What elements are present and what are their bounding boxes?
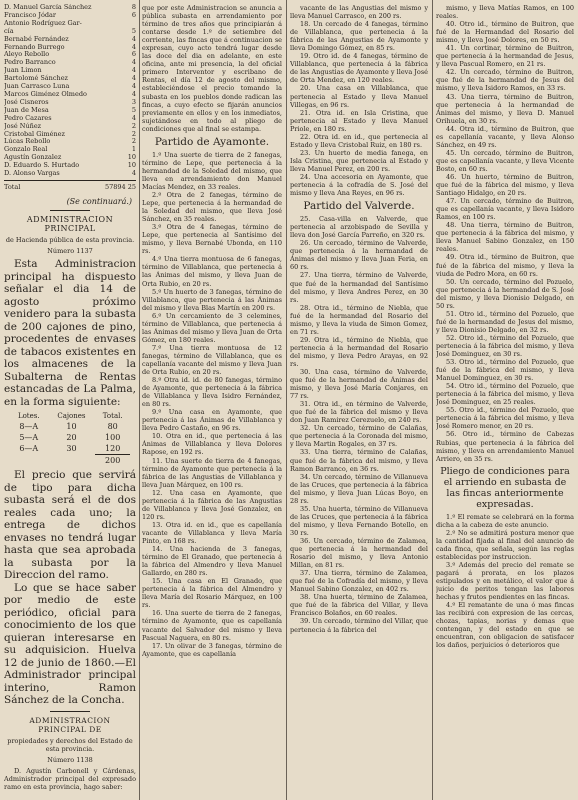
list-item: 49. Otra id., término de Buitron, que fué de la fábrica del mismo, y lleva la viuda de Pedro Mora, en 60 rs. [436,253,574,278]
name-row [4,20,136,28]
table-header: Lotes. [17,412,40,421]
notice-number: Número 1138 [47,755,93,764]
list-item: 3.º Otra de 4 fanegas, término de Lepe, que pertenecia al Santísimo del mismo, y lleva Bernabé Ubonda, en 110 rs. [142,223,282,256]
contributor-name: Lúcas Rebollo [4,137,51,146]
list-item: 7.º Una tierra montuosa de 12 fanegas, término de Villablanca, que es capellanía vacante del mismo y lleva Juan de Orta Rubio, en 20 rs. [142,343,282,377]
property-list [290,4,428,197]
contributor-amount: 5 [131,26,136,35]
continuation-note: (Se continuará.) [66,196,132,206]
total-label: Total [4,182,21,191]
list-item: 45. Un cercado, término de Buitron, que es capellanía vacante, y lleva Vicente Bosto, en 60 rs. [436,148,574,173]
contributor-amount: 4 [131,113,136,122]
contributor-amount: 4 [131,82,136,91]
list-item: 53. Otro id., término del Pozuelo, que fué de la fábrica del mismo, y lleva Manuel Dominguez, en 30 rs. [436,358,574,383]
list-item: 38. Una huerta, término de Zalamea, que fué de la fábrica del Villar, y lleva Francisco Bolaños, en 60 reales. [290,593,428,618]
list-item: 39. Un cercado, término del Villar, que pertenecia á la fábrica del [290,617,428,634]
name-row [4,170,136,178]
notice-paragraph: D. Agustín Carbonell y Cárdenas, Administrador principal del expresado ramo en esta provincia, hago saber: [4,766,136,791]
list-item: 23. Un huerto de media fanega, en Isla Cristina, que pertenecia al Estado y lleva Manuel Perez, en 200 rs. [290,148,428,173]
contributor-name: Agustín Gonzalez [4,153,62,162]
list-item: 56. Otro id., término de Cabezas Rubias, que pertenecia á la fábrica del mismo, y lleva en arrendamiento Manuel Arriero, en 35 rs. [436,430,574,463]
contributor-name: Bartolomé Sánchez [4,74,68,83]
list-item: 1.º El remate se celebrará en la forma dicha a la cabeza de este anuncio. [436,512,574,529]
contributor-name: Pedro Cazares [4,113,52,122]
list-item: 25. Casa-villa en Valverde, que pertenecia al arzobispado de Sevilla y lleva don José García Parreño, en 320 rs. [290,215,428,240]
contributor-name: D. Manuel García Sánchez [4,4,92,11]
list-item: 43. Una tierra, término de Buitron, que pertenecia á la hermandad de Ánimas del mismo, y lleva D. Manuel Orihuela, en 30 rs. [436,92,574,125]
contributor-amount: 3 [131,97,136,106]
contributor-amount: 4 [131,74,136,83]
property-list [436,4,574,463]
contributor-amount: 6 [131,50,136,59]
list-item: 9.º Una casa en Ayamonte, que pertenecia á las Ánimas de Villablanca y lleva Pedro Castaño, en 96 rs. [142,408,282,433]
notice-number: Número 1137 [47,246,93,255]
contributor-amount: 1 [131,145,136,154]
contributor-amount: 5 [131,105,136,114]
list-item: 4.º El rematante de una ó mas fincas las recibirá con expresion de las cercas, chozas, tapias, norias y demas que contengan, y del estado en que se encuentran, con obligacion de satisfacer los daños, perjuicios ó deterioros que [436,601,574,650]
table-cell: 10 [66,422,77,432]
list-item: 46. Un huerto, término de Buitron, que fué de la fábrica del mismo, y lleva Santiago Hidalgo, en 20 rs. [436,172,574,198]
partido-heading: Partido del Valverde. [303,200,415,213]
contributor-amount: 4 [131,34,136,43]
list-item: 29. Otra id., término de Niebla, que pertenecia á la hermandad del Rosario del mismo, y lleva Pedro Arayas, en 92 rs. [290,335,428,368]
list-item: 5.º Un huerto de 3 fanegas, término de Villablanca, que pertenecia á las Ánimas del mismo y lleva Blas Martín en 200 rs. [142,287,282,312]
table-header: Total. [102,412,123,421]
list-item: 41. Un cortinar, término de Buitron, que pertenecia á la hermandad de Jesus, y lleva Pascual Romero, en 21 rs. [436,44,574,69]
list-item: 52. Otro id., término del Pozuelo, que pertenecia á la fábrica del mismo, y lleva José Dominguez, en 30 rs. [436,333,574,359]
column-3 [290,4,428,796]
list-item: 14. Una hacienda de 3 fanegas, término de El Granado, que pertenecia á la fábrica del Almendro y lleva Manuel Gallardo, en 280 rs. [142,545,282,578]
list-item: 2.º No se admitirá postura menor que la cantidad fijada al final del anuncio de cada finca, que señala, según las reglas establecidas por instruccion. [436,528,574,561]
list-item: 31. Otra id., en término de Valverde, que fué de la fábrica del mismo y lleva don Juan Ramirez Cerezuelo, en 240 rs. [290,400,428,425]
list-item: 21. Otra id. en Isla Cristina, que pertenecia al Estado y lleva Manuel Priole, en 180 rs. [290,108,428,133]
list-item: 13. Otra id. en id., que es capellanía vacante de Villablanca y lleva María Pinto, en 168 rs. [142,520,282,545]
list-item: 1.º Una suerte de tierra de 2 fanegas, término de Lepe, que pertenecia á la hermandad de la Soledad del mismo, que lleva en arrendamiento don Manuel Macías Mendez, en 33 reales. [142,150,282,191]
contributor-amount: 4 [131,89,136,98]
separator [50,711,90,712]
list-item: 33. Una tierra, término de Calañas, que fué de la fábrica del mismo, y lleva Ramon Barranco, en 36 rs. [290,448,428,473]
list-item: 24. Una accesoria en Ayamonte, que pertenecia á la cofradía de S. José del mismo y lleva Ana Reyes, en 96 rs. [290,172,428,198]
contributor-name: D. Alonso Vargas [4,169,60,178]
contributor-name: Antonio Rodríguez Gar- [4,18,82,27]
partido-heading: Partido de Ayamonte. [154,135,270,148]
list-item: 10. Otra en id., que pertenecia á las Ánimas de Villablanca y lleva Dolores Rapose, en 192 rs. [142,432,282,457]
list-item: mismo, y lleva Matías Ramos, en 100 reales. [436,4,574,21]
table-cell: 5—A [19,433,39,443]
section-subheading: propiedades y derechos del Estado de esta provincia. [7,736,133,753]
property-list [290,215,428,633]
list-item: 15. Una casa en El Granado, que pertenecia á la fábrica del Almendro y lleva María del Rosario Márquez, en 100 rs. [142,577,282,610]
list-item: 42. Un cercado, término de Buitron, que fué de la hermandad de Jesus del mismo, y lleva Isidoro Ramos, en 33 rs. [436,68,574,93]
table-header: Cajones [57,412,86,421]
column-1 [4,4,136,796]
list-item: 44. Otra id., término de Buitron, que es capellanía vacante, y lleva Alonso Sánchez, en 49 rs. [436,124,574,149]
list-item: 12. Una casa en Ayamonte, que pertenecia á la fábrica de las Angustias de Villablanca y lleva José Gonzalez, en 120 rs. [142,488,282,521]
list-item: 55. Otro id., término del Pozuelo, que pertenecia á la fábrica del mismo, y lleva José Romero menor, en 20 rs. [436,406,574,431]
contributor-name: Bernabé Fernández [4,34,69,43]
list-item: 47. Un cercado, término de Buitron, que es capellanía vacante, y lleva Isidoro Ramos, en 100 rs. [436,197,574,222]
contributor-amount: 8 [131,4,136,11]
list-item: 18. Un cercado de 4 fanegas, término de Villablanca, que pertenecia á la fábrica de las Angustias de Ayamonte y lleva Domingo Gómez, en 85 rs. [290,20,428,53]
contributor-name: Francisco Jódar [4,10,57,19]
list-item: 16. Una suerte de tierra de 2 fanegas, término de Ayamonte, que es capellanía vacante del Salvador del mismo y lleva Pascual Naguera, en 80 rs. [142,609,282,642]
contributor-amount: 4 [131,58,136,67]
list-item: 28. Otra id., término de Niebla, que fué de la hermandad del Rosario del mismo, y lleva la viuda de Simon Gomez, en 71 rs. [290,303,428,336]
list-item: 19. Otro id. de 4 fanegas, término de Villablanca, que pertenecia á la fábrica de las Angustias de Ayamonte y lleva José de Orta Mendez, en 120 reales. [290,52,428,85]
list-item: 22. Otra id. en id., que pertenecia al Estado y lleva Cristobal Ruiz, en 180 rs. [290,132,428,149]
list-item: 11. Una suerte de tierra de 4 fanegas, término de Ayamonte que pertenecia á la fábrica de las Angustias de Villablanca y lleva Juan Márquez, en 100 rs. [142,456,282,489]
contributor-name: Aleyo Rebollo [4,50,50,59]
list-item: 32. Un cercado, término de Calañas, que pertenecia á la Coronada del mismo, y lleva Martin Rogales, en 37 rs. [290,424,428,449]
list-item: 26. Un cercado, término de Valverde, que pertenecia á la hermandad de Ánimas del mismo y lleva Juan Feria, en 60 rs. [290,239,428,272]
list-item: 8.º Otra id. id. de 80 fanegas, término de Ayamonte, que pertenecia á la fábrica de Villablanca y lleva Isidro Fernández, en 80 rs. [142,376,282,409]
table-cell: 20 [66,433,77,443]
contributor-name: D. Eduardo S. Hurtado [4,161,80,170]
notice-paragraph: Lo que se hace saber por medio de este periódico, oficial para conocimiento de los que quieran interesarse en su adquisicion. Huelva 12 de junio de 1860.—El Administrador principal interino, Ramon Sánchez de la Concha. [4,581,136,707]
list-item: 4.º Una tierra montuosa de 6 fanegas, término de Villablanca, que pertenecia á las Ánimas del mismo, y lleva Juan de Orta Rubio, en 20 rs. [142,255,282,288]
contributor-amount: 4 [131,66,136,75]
list-item: 37. Una tierra, término de Zalamea, que fué de la Cofradía del mismo, y lleva Manuel Sabino Gonzalez, en 402 rs. [290,569,428,594]
contributor-name: cía [4,26,14,35]
list-item: 40. Otro id., término de Buitron, que fué de la Hermandad del Rosario del mismo, y lleva José Dolores, en 50 rs. [436,20,574,45]
contributor-name: Marcos Giménez Olmedo [4,89,87,98]
contributor-amount: 10 [127,161,136,170]
column-divider [432,0,433,800]
contributor-name: Cristobal Giménez [4,129,65,138]
contributor-amount: 2 [131,137,136,146]
property-list [142,151,282,658]
contributor-name: Gonzalo Real [4,145,48,154]
table-total: 200 [95,455,130,467]
list-item: 48. Una tierra, término de Buitron, que pertenecia á la fábrica del mismo, y lleva Manuel Sabino Gonzalez, en 150 reales. [436,221,574,254]
table-cell: 100 [105,433,121,443]
list-item: 30. Una casa, término de Valverde, que fué de la hermandad de Ánimas del mismo, y lleva José María Conjares, en 77 rs. [290,368,428,401]
contributor-name: Pedro Barranco [4,58,56,67]
list-item: 2.º Otra de 2 fanegas, término de Lepe, que pertenecia á la hermandad de la Soledad del mismo, que lleva José Sánchez, en 35 reales. [142,190,282,224]
contributor-amount: 10 [127,153,136,162]
lots-table [10,411,130,466]
table-cell: 6—A [19,444,39,454]
list-item: 6.º Un cercamiento de 3 celemines, término de Villablanca, que pertenecia á las Ánimas del mismo y lleva Juan de Orta Gómez, en 180 reales. [142,311,282,344]
contributor-list [4,4,136,178]
list-item: 20. Una casa en Villablanca, que pertenecia al Estado y lleva Manuel Villegas, en 96 rs. [290,84,428,109]
table-cell: 80 [107,422,118,432]
list-item: 35. Una huerta, término de Villanueva de las Cruces, que pertenecia á la fábrica del mismo, y lleva Fernando Botello, en 30 rs. [290,504,428,537]
table-cell: 120 [105,444,121,454]
column-divider [139,0,140,800]
list-item: 36. Un cercado, término de Zalamea, que pertenecia á la hermandad del Rosario del mismo, y lleva Antonio Millan, en 81 rs. [290,537,428,570]
table-row [10,432,130,443]
contributor-amount: 4 [131,169,136,178]
table-cell: 8—A [19,422,39,432]
list-item: 50. Un cercado, término del Pozuelo, que pertenecia á la hermandad de S. José del mismo, y lleva Dionisio Delgado, en 50 rs. [436,277,574,310]
conditions-list [436,513,574,650]
list-item: 3.º Además del precio del remate se pagará á prorata, en los plazos estipulados y en metálico, el valor que á juicio de peritos tengan las labores hechas y frutos pendientes en las fincas. [436,560,574,602]
contributor-name: Juan Limon [4,66,42,75]
table-cell: 30 [66,444,77,454]
column-4 [436,4,574,796]
contributor-name: Juan Carrasco Luna [4,82,70,91]
contributor-name: José Núñez [4,121,42,130]
section-heading: ADMINISTRACION PRINCIPAL DE [29,715,111,734]
notice-paragraph: que por este Administracion se anuncia a pública subasta en arrendamiento por término de tres años que principiarán á contarse desde 1.º de setiembre del corriente, las fincas que á continuacion se expresan, cuyo acto tendrá lugar desde las doce del dia en adelante, en este oficina, ante mi presencia, la del oficial primero Interventor y escribano de Rentas, el día 12 de agosto del mismo, estableciéndose el precio tomando la subasta en los pueblos donde radican las fincas, a cuyo efecto se fijarán anuncios previamente en ellos y en los inmediatos, sujetándose en todo al pliego de condiciones que al final se estampa. [142,4,282,133]
total-row [4,180,136,191]
section-heading: ADMINISTRACION PRINCIPAL [26,214,114,233]
list-item: 17. Un olivar de 3 fanegas, término de Ayamonte, que es capellanía [142,641,282,658]
contributor-amount: 2 [131,129,136,138]
column-divider [286,0,287,800]
contributor-name: José Cisneros [4,97,49,106]
list-item: 34. Un cercado, término de Villanueva de las Cruces, que pertenecia á la fábrica del mismo, y lleva Juan Lúcas Boyo, en 28 rs. [290,472,428,505]
contributor-amount: 4 [131,42,136,51]
list-item: 27. Una tierra, término de Valverde, que fué de la hermandad del Santísimo del mismo, y lleva Andres Perez, en 30 rs. [290,271,428,304]
list-item: 51. Otro id., término del Pozuelo, que fué de la hermandad de Jesus del mismo, y lleva Dionisio Delgado, en 32 rs. [436,309,574,334]
contributor-amount: 6 [131,10,136,19]
contributor-amount: 2 [131,121,136,130]
list-item: vacante de las Angustias del mismo y lleva Manuel Carrasco, en 200 rs. [290,4,428,21]
total-value: 57894 25 [104,182,136,191]
separator [50,210,90,211]
contributor-name: Juan de Mesa [4,105,49,114]
table-row [10,443,130,455]
section-subheading: de Hacienda pública de esta provincia. [5,235,135,244]
notice-paragraph: Esta Administracion principal ha dispuesto señalar el dia 14 de agosto próximo venidero para la subasta de 200 cajones de pino, procedentes de envases de tabacos existentes en los almacenes de la Subalterna de Rentas estancadas de La Palma, en la forma siguiente: [4,258,136,408]
list-item: 54. Otro id., término del Pozuelo, que pertenecia á la fábrica del mismo, y lleva José Dominguez, en 25 reales. [436,382,574,407]
table-row [10,421,130,432]
column-2 [142,4,282,796]
pliego-heading: Pliego de condiciones para el arriendo en subasta de las fincas anteriormente expresadas. [440,465,570,510]
notice-paragraph: El precio que servirá de tipo para dicha subasta será el de dos reales cada uno; la entrega de dichos envases no tendrá lugar hasta que sea aprobada la subasta por la Direccion del ramo. [4,469,136,582]
contributor-name: Fernando Burrego [4,42,65,51]
